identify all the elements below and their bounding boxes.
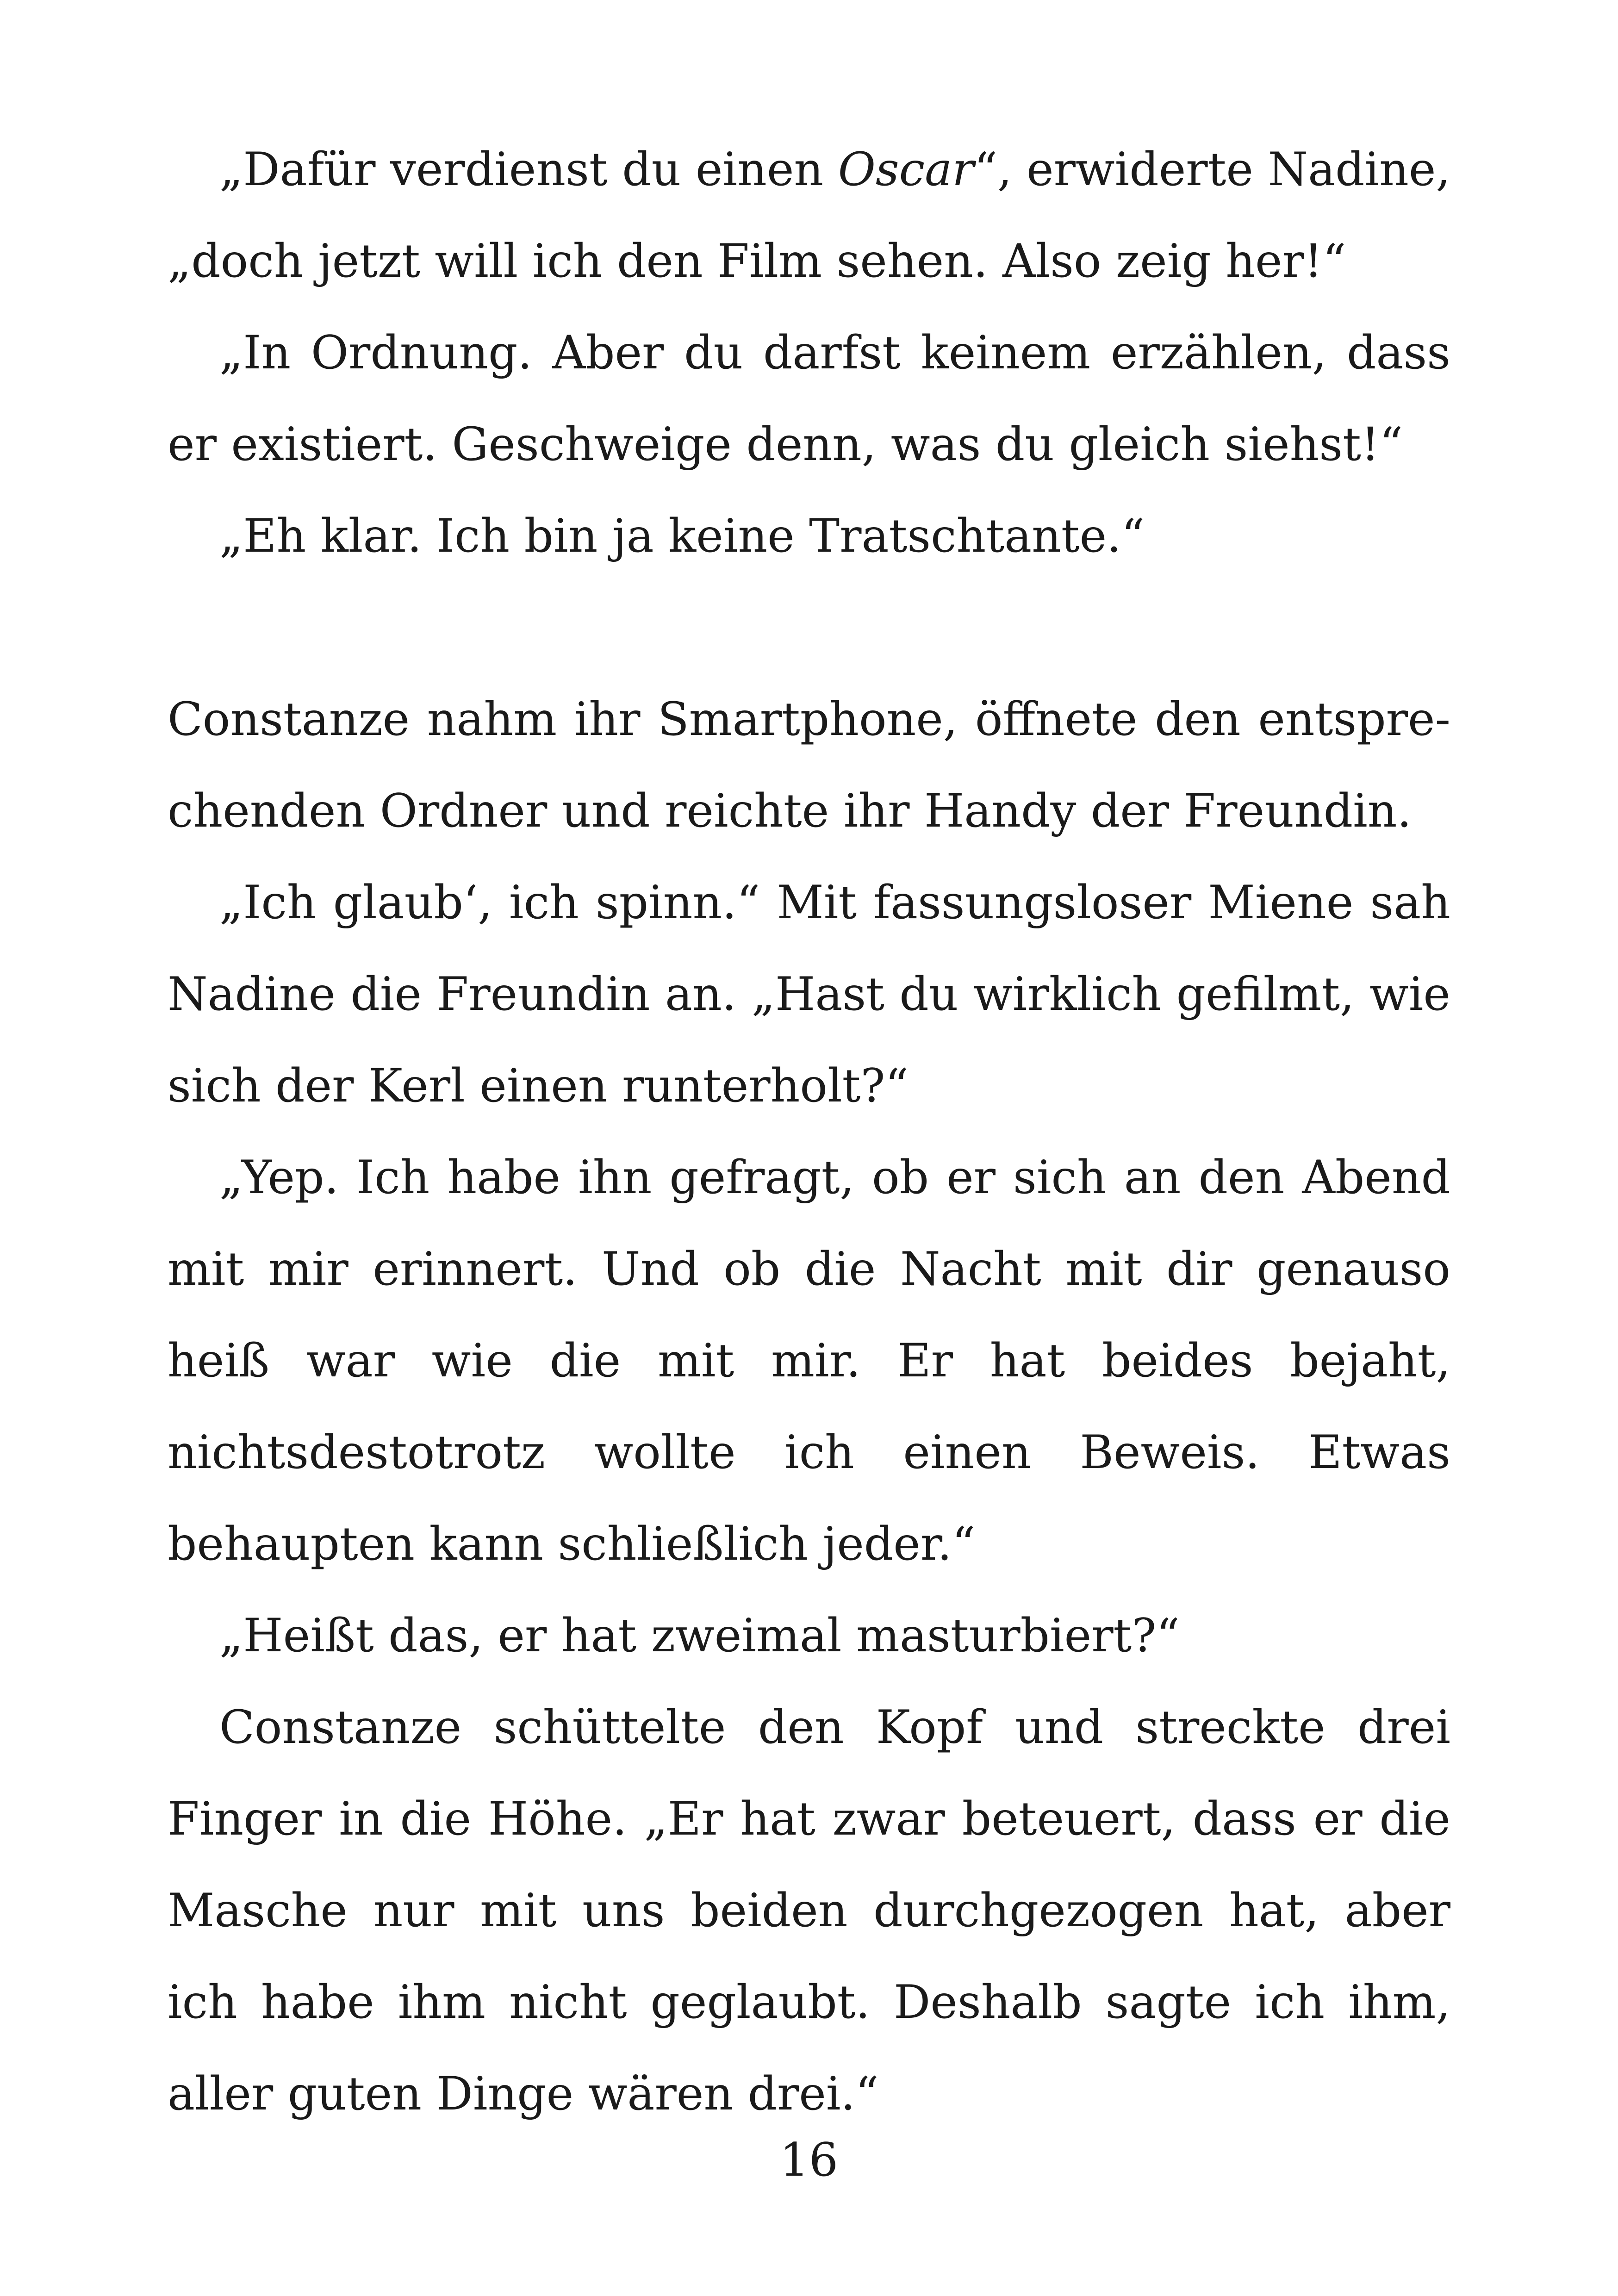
- paragraph-8: Constanze schüttelte den Kopf und streckte drei Finger in die Höhe. „Er hat zwar beteuert, dass er die Masche nur mit uns beiden durchgezogen hat, aber ich habe ihm nicht geglaubt. Deshalb sagte ich ihm, aller guten Dinge wären drei.“: [168, 1701, 1450, 2121]
- paragraph-1: [168, 124, 1450, 307]
- paragraph-1-text-before: „Dafür verdienst du einen: [219, 143, 838, 196]
- body-text: [168, 124, 1450, 2140]
- paragraph-1-text-after: “, erwiderte Nadine, „doch jetzt will ich den Film sehen. Also zeig her!“: [168, 143, 1450, 288]
- paragraph-3: „Eh klar. Ich bin ja keine Tratschtante.“: [219, 510, 1145, 563]
- paragraph-2: „In Ordnung. Aber du darfst keinem erzählen, dass er existiert. Geschweige denn, was du gleich siehst!“: [168, 326, 1450, 471]
- paragraph-6: „Yep. Ich habe ihn gefragt, ob er sich an den Abend mit mir erinnert. Und ob die Nacht mit dir genauso heiß war wie die mit mir. Er hat beides bejaht, nichtsdestotrotz wollte ich einen Beweis. Etwas behaupten kann schließlich jeder.“: [168, 1151, 1450, 1571]
- paragraph-4: Constanze nahm ihr Smartphone, öffnete den entsprechenden Ordner und reichte ihr Handy der Freundin.: [168, 693, 1450, 838]
- page-number: 16: [780, 2134, 838, 2187]
- paragraph-1-emphasis: Oscar: [838, 143, 974, 196]
- paragraph-5: „Ich glaub‘, ich spinn.“ Mit fassungsloser Miene sah Nadine die Freundin an. „Hast du wirklich gefilmt, wie sich der Kerl einen runterholt?“: [168, 876, 1450, 1113]
- section-break: [168, 582, 1450, 674]
- paragraph-7: „Heißt das, er hat zweimal masturbiert?“: [219, 1609, 1180, 1662]
